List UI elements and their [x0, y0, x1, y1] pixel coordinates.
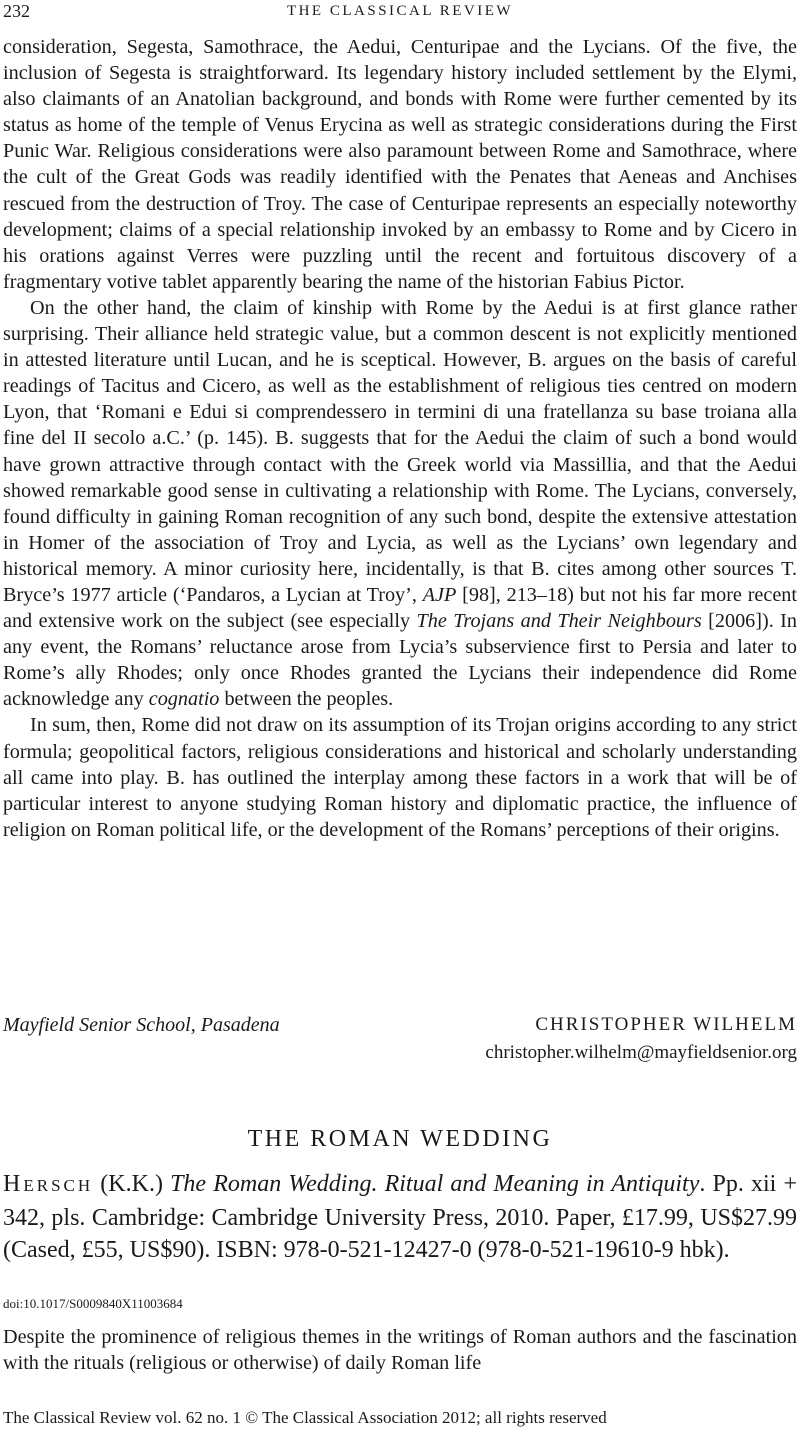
- section-heading: THE ROMAN WEDDING: [247, 1126, 553, 1152]
- page-footer: The Classical Review vol. 62 no. 1 © The Classical Association 2012; all rights reserved: [3, 1408, 607, 1427]
- text-segment: [2006]). In any event, the Romans’ reluctance arose from Lycia’s subservience first to Persia and later to Rome’s ally Rhodes; only once Rhodes granted the Lycians their independence did Rome acknowledge any: [3, 610, 797, 711]
- citation-details: . Pp. xii + 342, pls. Cambridge: Cambridge University Press, 2010. Paper, £17.99, US$27.99 (Cased, £55, US$90). ISBN: 978-0-521-12427-0 (978-0-521-19610-9 hbk).: [3, 1171, 797, 1263]
- reviewer-affiliation: Mayfield Senior School, Pasadena: [3, 1014, 280, 1036]
- text-segment: [98], 213–18) but not his far more recent and extensive work on the subject (see especially: [3, 583, 797, 633]
- reviewer-email: christopher.wilhelm@mayfieldsenior.org: [485, 1042, 797, 1063]
- next-review-paragraph: Despite the prominence of religious themes in the writings of Roman authors and the fascination with the rituals (religious or otherwise) of daily Roman life: [3, 1326, 797, 1375]
- paragraph-1: [3, 34, 797, 295]
- page-number: 232: [3, 1, 30, 21]
- citation-author: HERSCH: [3, 1171, 94, 1197]
- text-segment: The Trojans and Their Neighbours: [416, 610, 702, 633]
- text-segment: cognatio: [148, 688, 220, 711]
- journal-title: THE CLASSICAL REVIEW: [286, 3, 514, 19]
- text-segment: between the peoples.: [219, 688, 394, 711]
- paragraph-3: [3, 712, 797, 842]
- running-head: [3, 0, 797, 22]
- text-segment: consideration, Segesta, Samothrace, the Aedui, Centuripae and the Lycians. Of the five, the inclusion of Segesta is straightforward. Its legendary history included settlement by the Elymi, also claimants of an Anatolian background, and bonds with Rome were further cemented by its status as home of the temple of Venus Erycina as well as strategic considerations during the First Punic War. Religious considerations were also paramount between Rome and Samothrace, where the cult of the Great Gods was readily identified with the Penates that Aeneas and Anchises rescued from the destruction of Troy. The case of Centuripae represents an especially noteworthy development; claims of a special relationship invoked by an embassy to Rome and by Cicero in his orations against Verres were puzzling until the recent and fortuitous discovery of a fragmentary votive tablet apparently bearing the name of the historian Fabius Pictor.: [3, 36, 797, 293]
- text-segment: AJP: [422, 583, 457, 606]
- reviewer-signature: [3, 1014, 797, 1070]
- reviewer-name: CHRISTOPHER WILHELM: [535, 1014, 797, 1035]
- doi: doi:10.1017/S0009840X11003684: [3, 1296, 183, 1311]
- text-segment: In sum, then, Rome did not draw on its assumption of its Trojan origins according to any strict formula; geopolitical factors, religious considerations and historical and scholarly understanding all came into play. B. has outlined the interplay among these factors in a work that will be of particular interest to anyone studying Roman history and diplomatic practice, the influence of religion on Roman political life, or the development of the Romans’ perceptions of their origins.: [3, 714, 797, 841]
- paragraph-2: [3, 295, 797, 713]
- review-body: [3, 34, 797, 843]
- next-review-body: [3, 1324, 797, 1376]
- text-segment: On the other hand, the claim of kinship with Rome by the Aedui is at first glance rather surprising. Their alliance held strategic value, but a common descent is not explicitly mentioned in attested literature until Lucan, and he is sceptical. However, B. argues on the basis of careful readings of Tacitus and Cicero, as well as the establishment of religious ties centred on modern Lyon, that ‘Romani e Edui si comprendessero in termini di una fratellanza su base troiana alla fine del II secolo a.C.’ (p. 145). B. suggests that for the Aedui the claim of such a bond would have grown attractive through contact with the Greek world via Massillia, and that the Aedui showed remarkable good sense in cultivating a relationship with Rome. The Lycians, conversely, found difficulty in gaining Roman recognition of any such bond, despite the extensive attestation in Homer of the association of Troy and Lycia, as well as the Lycians’ own legendary and historical memory. A minor curiosity here, incidentally, is that B. cites among other sources T. Bryce’s 1977 article (‘Pandaros, a Lycian at Troy’,: [3, 296, 797, 606]
- book-citation: [3, 1168, 797, 1266]
- citation-initials: (K.K.): [93, 1171, 171, 1197]
- citation-title: The Roman Wedding. Ritual and Meaning in Antiquity: [170, 1171, 700, 1197]
